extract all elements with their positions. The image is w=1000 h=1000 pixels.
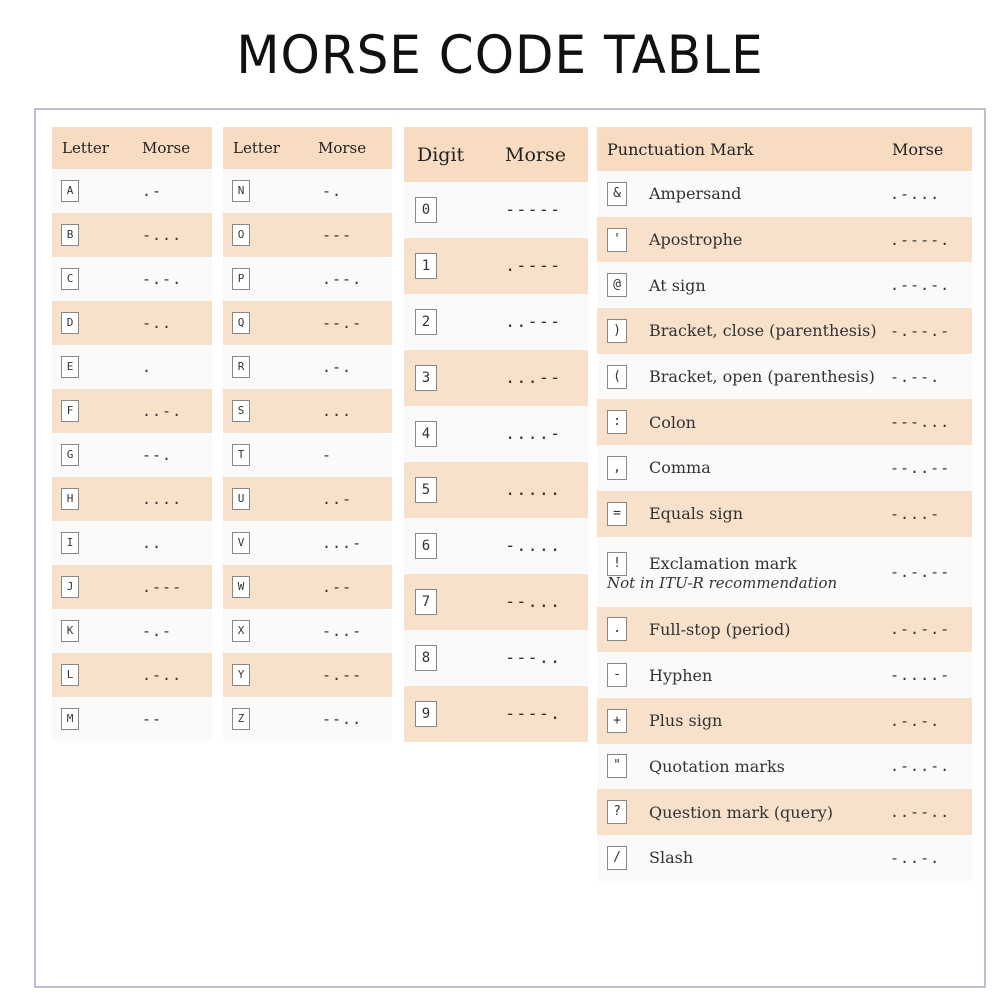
table-row xyxy=(52,301,212,345)
punctuation-line xyxy=(607,456,882,480)
table-row xyxy=(223,257,392,301)
morse-code: .-.. xyxy=(132,653,212,697)
table-row xyxy=(597,537,972,607)
morse-code: ..... xyxy=(495,462,588,518)
table-row xyxy=(597,308,972,354)
char-cell xyxy=(404,350,495,406)
letters-a-m-table xyxy=(52,127,212,741)
char-key: G xyxy=(61,444,79,466)
char-cell xyxy=(223,565,308,609)
table-row xyxy=(52,565,212,609)
table-row xyxy=(597,399,972,445)
punctuation-cell xyxy=(597,607,882,653)
char-key: . xyxy=(607,617,627,641)
char-key: 5 xyxy=(415,477,437,503)
char-cell xyxy=(223,389,308,433)
table-row xyxy=(223,213,392,257)
morse-code: ----. xyxy=(495,686,588,742)
char-cell xyxy=(404,518,495,574)
char-key: : xyxy=(607,410,627,434)
char-cell xyxy=(223,301,308,345)
morse-header: Morse xyxy=(495,127,588,182)
char-cell xyxy=(223,521,308,565)
table-row xyxy=(597,171,972,217)
morse-code: -.--. xyxy=(882,354,972,400)
char-key: 0 xyxy=(415,197,437,223)
morse-code: -..- xyxy=(308,609,392,653)
punctuation-cell xyxy=(597,698,882,744)
char-key: Y xyxy=(232,664,250,686)
table-row xyxy=(404,294,588,350)
char-key: @ xyxy=(607,273,627,297)
morse-code: ...- xyxy=(308,521,392,565)
table-row xyxy=(597,698,972,744)
char-cell xyxy=(52,345,132,389)
morse-code: .--. xyxy=(308,257,392,301)
morse-code: ---.. xyxy=(495,630,588,686)
punctuation-name: Full-stop (period) xyxy=(649,619,791,639)
morse-code: -....- xyxy=(882,652,972,698)
morse-code: .-. xyxy=(308,345,392,389)
punctuation-line xyxy=(607,846,882,870)
punctuation-name: Ampersand xyxy=(649,184,742,204)
table-row xyxy=(404,182,588,238)
char-key: , xyxy=(607,456,627,480)
table-row xyxy=(52,213,212,257)
table-row xyxy=(597,217,972,263)
table-row xyxy=(52,609,212,653)
morse-code: -.... xyxy=(495,518,588,574)
table-row xyxy=(404,630,588,686)
table-row xyxy=(597,607,972,653)
punctuation-cell xyxy=(597,652,882,698)
punctuation-name: Bracket, close (parenthesis) xyxy=(649,321,877,341)
punctuation-name: Colon xyxy=(649,412,696,432)
punctuation-name: Quotation marks xyxy=(649,756,785,776)
table-row xyxy=(597,652,972,698)
char-cell xyxy=(223,609,308,653)
punctuation-cell xyxy=(597,537,882,607)
char-cell xyxy=(52,169,132,213)
table-row xyxy=(597,744,972,790)
punctuation-line xyxy=(607,182,882,206)
char-cell xyxy=(404,686,495,742)
punctuation-cell xyxy=(597,262,882,308)
char-cell xyxy=(52,565,132,609)
table-row xyxy=(223,609,392,653)
table-header-row xyxy=(52,127,212,169)
table-row xyxy=(52,653,212,697)
char-cell xyxy=(52,301,132,345)
letter-header: Letter xyxy=(52,127,132,169)
table-row xyxy=(52,169,212,213)
char-cell xyxy=(223,257,308,301)
table-row xyxy=(223,521,392,565)
char-key: O xyxy=(232,224,250,246)
table-row xyxy=(597,789,972,835)
table-row xyxy=(52,521,212,565)
morse-header: Morse xyxy=(882,127,972,171)
letters-n-z-table xyxy=(223,127,392,741)
char-key: ( xyxy=(607,365,627,389)
char-key: & xyxy=(607,182,627,206)
morse-code: .- xyxy=(132,169,212,213)
char-key: ? xyxy=(607,800,627,824)
table-header-row xyxy=(597,127,972,171)
char-key: Z xyxy=(232,708,250,730)
char-cell xyxy=(404,294,495,350)
char-key: 2 xyxy=(415,309,437,335)
table-row xyxy=(223,565,392,609)
punctuation-line xyxy=(607,410,882,434)
morse-code: -...- xyxy=(882,491,972,537)
punctuation-cell xyxy=(597,354,882,400)
morse-code: -.-. xyxy=(132,257,212,301)
table-header-row xyxy=(223,127,392,169)
morse-code: --. xyxy=(132,433,212,477)
punctuation-line xyxy=(607,365,882,389)
char-key: - xyxy=(607,663,627,687)
morse-code: ....- xyxy=(495,406,588,462)
char-key: 7 xyxy=(415,589,437,615)
char-key: U xyxy=(232,488,250,510)
morse-code: ---... xyxy=(882,399,972,445)
punctuation-line xyxy=(607,663,882,687)
punctuation-header: Punctuation Mark xyxy=(597,127,882,171)
table-row xyxy=(597,491,972,537)
punctuation-name: At sign xyxy=(649,275,706,295)
char-key: ! xyxy=(607,552,627,576)
morse-code: --.. xyxy=(308,697,392,741)
table-row xyxy=(52,477,212,521)
char-cell xyxy=(52,213,132,257)
punctuation-note: Not in ITU-R recommendation xyxy=(607,573,838,592)
table-row xyxy=(597,445,972,491)
punctuation-line xyxy=(607,617,882,641)
table-row xyxy=(404,462,588,518)
char-key: R xyxy=(232,356,250,378)
table-row xyxy=(223,653,392,697)
char-cell xyxy=(52,433,132,477)
morse-code: ..--- xyxy=(495,294,588,350)
char-key: / xyxy=(607,846,627,870)
punctuation-cell xyxy=(597,491,882,537)
punctuation-name: Plus sign xyxy=(649,711,723,731)
table-row xyxy=(223,433,392,477)
punctuation-cell xyxy=(597,171,882,217)
punctuation-cell xyxy=(597,399,882,445)
morse-code: .-... xyxy=(882,171,972,217)
table-row xyxy=(404,350,588,406)
char-key: 8 xyxy=(415,645,437,671)
table-row xyxy=(597,354,972,400)
page-title: MORSE CODE TABLE xyxy=(236,24,764,86)
char-cell xyxy=(404,406,495,462)
digit-header: Digit xyxy=(404,127,495,182)
morse-code: -- xyxy=(132,697,212,741)
table-row xyxy=(597,262,972,308)
punctuation-name: Slash xyxy=(649,848,694,868)
morse-code: .--.-. xyxy=(882,262,972,308)
letter-header: Letter xyxy=(223,127,308,169)
char-key: 9 xyxy=(415,701,437,727)
morse-code: ..-. xyxy=(132,389,212,433)
punctuation-cell xyxy=(597,835,882,881)
morse-code: ..--.. xyxy=(882,789,972,835)
char-cell xyxy=(223,477,308,521)
table-header-row xyxy=(404,127,588,182)
morse-code: .... xyxy=(132,477,212,521)
char-key: 6 xyxy=(415,533,437,559)
char-key: E xyxy=(61,356,79,378)
punctuation-line xyxy=(607,228,882,252)
morse-code: .. xyxy=(132,521,212,565)
morse-code: - xyxy=(308,433,392,477)
punctuation-name: Hyphen xyxy=(649,665,713,685)
char-cell xyxy=(404,574,495,630)
morse-code: .---- xyxy=(495,238,588,294)
morse-code: .-.-. xyxy=(882,698,972,744)
table-row xyxy=(52,433,212,477)
table-row xyxy=(223,697,392,741)
table-row xyxy=(404,238,588,294)
morse-header: Morse xyxy=(132,127,212,169)
punctuation-line xyxy=(607,754,882,778)
punctuation-name: Apostrophe xyxy=(649,230,743,250)
morse-code: .----. xyxy=(882,217,972,263)
table-row xyxy=(404,686,588,742)
table-row xyxy=(223,389,392,433)
char-key: J xyxy=(61,576,79,598)
char-cell xyxy=(52,653,132,697)
char-cell xyxy=(404,462,495,518)
table-row xyxy=(404,518,588,574)
morse-code: --.- xyxy=(308,301,392,345)
char-cell xyxy=(52,609,132,653)
char-key: C xyxy=(61,268,79,290)
char-key: H xyxy=(61,488,79,510)
table-row xyxy=(223,345,392,389)
char-key: Q xyxy=(232,312,250,334)
table-row xyxy=(404,406,588,462)
table-row xyxy=(223,301,392,345)
char-key: M xyxy=(61,708,79,730)
punctuation-line xyxy=(607,273,882,297)
table-row xyxy=(223,169,392,213)
morse-code: .-- xyxy=(308,565,392,609)
char-cell xyxy=(52,257,132,301)
char-key: K xyxy=(61,620,79,642)
morse-code: -.--.- xyxy=(882,308,972,354)
morse-code: .--- xyxy=(132,565,212,609)
punctuation-cell xyxy=(597,789,882,835)
char-cell xyxy=(223,697,308,741)
table-row xyxy=(223,477,392,521)
char-key: + xyxy=(607,709,627,733)
morse-code: ----- xyxy=(495,182,588,238)
char-key: A xyxy=(61,180,79,202)
char-cell xyxy=(223,169,308,213)
char-key: D xyxy=(61,312,79,334)
punctuation-line xyxy=(607,319,882,343)
morse-header: Morse xyxy=(308,127,392,169)
char-key: ' xyxy=(607,228,627,252)
table-row xyxy=(52,697,212,741)
char-cell xyxy=(52,521,132,565)
punctuation-name: Equals sign xyxy=(649,504,744,524)
punctuation-name: Comma xyxy=(649,458,711,478)
punctuation-table xyxy=(597,127,972,881)
morse-code: -. xyxy=(308,169,392,213)
table-row xyxy=(597,835,972,881)
char-key: V xyxy=(232,532,250,554)
morse-code: .-..-. xyxy=(882,744,972,790)
morse-code: -.-.-- xyxy=(882,537,972,607)
morse-code: --... xyxy=(495,574,588,630)
morse-code: ... xyxy=(308,389,392,433)
punctuation-cell xyxy=(597,308,882,354)
table-row xyxy=(404,574,588,630)
char-key: " xyxy=(607,754,627,778)
char-key: ) xyxy=(607,319,627,343)
morse-code: ..- xyxy=(308,477,392,521)
punctuation-cell xyxy=(597,217,882,263)
char-cell xyxy=(52,477,132,521)
char-key: B xyxy=(61,224,79,246)
morse-code: -..-. xyxy=(882,835,972,881)
char-cell xyxy=(52,697,132,741)
char-key: N xyxy=(232,180,250,202)
char-cell xyxy=(404,238,495,294)
char-key: X xyxy=(232,620,250,642)
char-cell xyxy=(404,182,495,238)
punctuation-name: Question mark (query) xyxy=(649,802,833,822)
punctuation-line xyxy=(607,502,882,526)
table-row xyxy=(52,389,212,433)
char-key: L xyxy=(61,664,79,686)
char-cell xyxy=(223,213,308,257)
table-row xyxy=(52,257,212,301)
char-key: W xyxy=(232,576,250,598)
morse-code: ...-- xyxy=(495,350,588,406)
char-key: I xyxy=(61,532,79,554)
morse-code: --- xyxy=(308,213,392,257)
morse-code: -.- xyxy=(132,609,212,653)
char-cell xyxy=(223,345,308,389)
morse-code: -.-- xyxy=(308,653,392,697)
morse-code: -... xyxy=(132,213,212,257)
char-key: T xyxy=(232,444,250,466)
char-key: P xyxy=(232,268,250,290)
char-cell xyxy=(223,653,308,697)
char-key: 4 xyxy=(415,421,437,447)
char-key: 3 xyxy=(415,365,437,391)
char-key: S xyxy=(232,400,250,422)
punctuation-line xyxy=(607,552,882,576)
morse-code: .-.-.- xyxy=(882,607,972,653)
morse-code: --..-- xyxy=(882,445,972,491)
char-cell xyxy=(223,433,308,477)
char-key: = xyxy=(607,502,627,526)
char-key: 1 xyxy=(415,253,437,279)
punctuation-name: Exclamation mark xyxy=(649,554,797,573)
punctuation-name: Bracket, open (parenthesis) xyxy=(649,367,875,387)
punctuation-line xyxy=(607,800,882,824)
char-key: F xyxy=(61,400,79,422)
char-cell xyxy=(404,630,495,686)
punctuation-line xyxy=(607,709,882,733)
morse-code: . xyxy=(132,345,212,389)
digits-table xyxy=(404,127,588,742)
punctuation-cell xyxy=(597,744,882,790)
morse-code: -.. xyxy=(132,301,212,345)
char-cell xyxy=(52,389,132,433)
table-row xyxy=(52,345,212,389)
punctuation-cell xyxy=(597,445,882,491)
